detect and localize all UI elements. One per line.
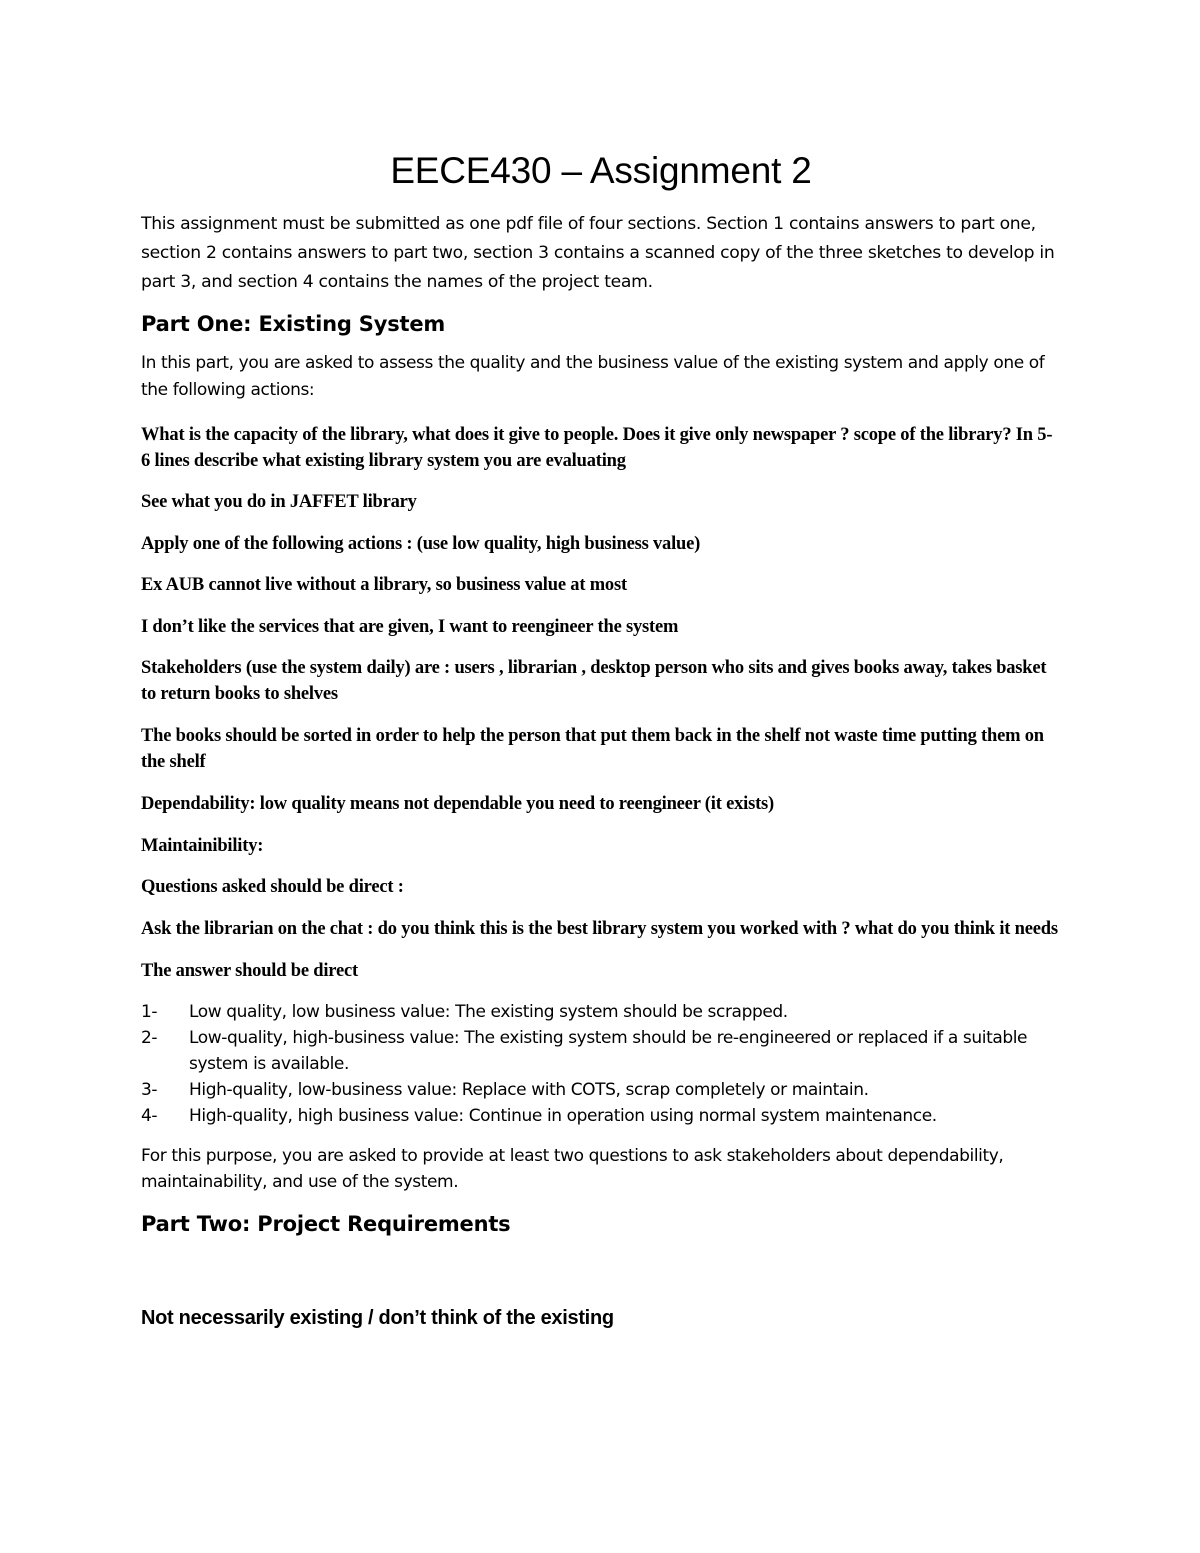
note-answer-direct: The answer should be direct: [141, 961, 358, 981]
part-two-note: Not necessarily existing / don’t think of the existing: [141, 1306, 614, 1329]
document-title: EECE430 – Assignment 2: [390, 150, 812, 191]
part-one-heading: Part One: Existing System: [141, 312, 446, 336]
list-item-text: High-quality, high business value: Continue in operation using normal system maintenance.: [189, 1105, 937, 1126]
list-item: [141, 1025, 1061, 1077]
document-content: [141, 150, 1061, 1330]
note-business-value: Ex AUB cannot live without a library, so business value at most: [141, 575, 627, 595]
purpose-paragraph: For this purpose, you are asked to provide at least two questions to ask stakeholders about dependability, maintainability, and use of the system.: [141, 1145, 1004, 1192]
list-item: [141, 1103, 1061, 1129]
list-item: [141, 999, 1061, 1025]
note-apply-action: Apply one of the following actions : (use low quality, high business value): [141, 533, 701, 554]
note-jaffet: See what you do in JAFFET library: [141, 492, 417, 512]
list-item-number: 2-: [141, 1027, 158, 1048]
note-stakeholders: Stakeholders (use the system daily) are : users , librarian , desktop person who sits and gives books away, takes basket to return books to shelves: [141, 658, 1047, 704]
actions-list: [141, 999, 1061, 1129]
list-item-number: 4-: [141, 1105, 158, 1126]
list-item-number: 1-: [141, 1001, 158, 1022]
list-item-text: Low-quality, high-business value: The existing system should be re-engineered or replaced if a suitable system is available.: [189, 1027, 1028, 1074]
part-two-heading: Part Two: Project Requirements: [141, 1211, 511, 1236]
intro-paragraph: This assignment must be submitted as one pdf file of four sections. Section 1 contains answers to part one, section 2 contains answers to part two, section 3 contains a scanned copy of the three sketches to develop in part 3, and section 4 contains the names of the project team.: [141, 214, 1055, 292]
note-reengineer: I don’t like the services that are given, I want to reengineer the system: [141, 616, 679, 637]
note-ask-librarian: Ask the librarian on the chat : do you think this is the best library system you worked with ? what do you think it needs: [141, 918, 1058, 939]
part-one-paragraph: In this part, you are asked to assess the quality and the business value of the existing system and apply one of the following actions:: [141, 353, 1045, 400]
list-item-text: High-quality, low-business value: Replace with COTS, scrap completely or maintain.: [189, 1079, 869, 1100]
note-dependability: Dependability: low quality means not dependable you need to reengineer (it exists): [141, 794, 774, 814]
note-books-sorted: The books should be sorted in order to help the person that put them back in the shelf not waste time putting them on the shelf: [141, 726, 1044, 772]
note-maintainability: Maintainibility:: [141, 835, 264, 856]
list-item: [141, 1077, 1061, 1103]
list-item-number: 3-: [141, 1079, 158, 1100]
list-item-text: Low quality, low business value: The existing system should be scrapped.: [189, 1001, 788, 1022]
note-questions: Questions asked should be direct :: [141, 877, 404, 897]
note-capacity: What is the capacity of the library, what does it give to people. Does it give only newspaper ? scope of the library? In 5-6 lines describe what existing library system you are evaluating: [141, 425, 1053, 471]
